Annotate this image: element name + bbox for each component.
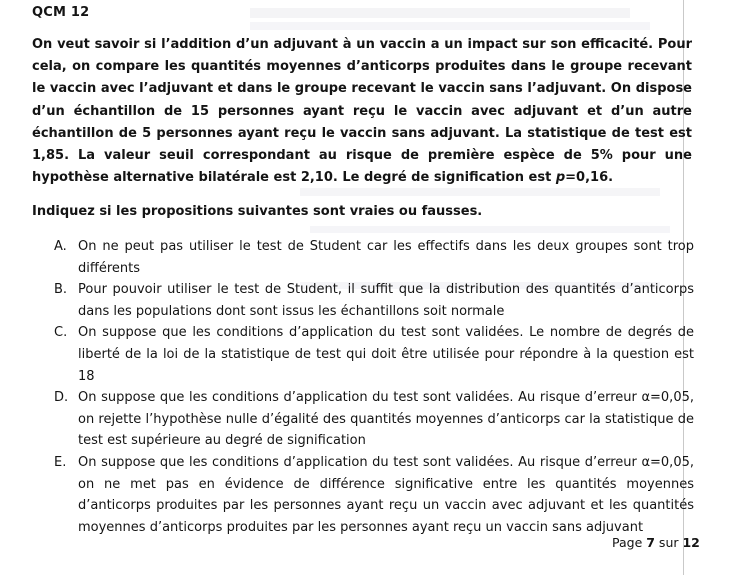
instruction: Indiquez si les propositions suivantes sont vraies ou fausses. [32, 204, 483, 219]
option-e [54, 452, 694, 538]
option-b [54, 279, 694, 322]
option-letter: E. [54, 454, 67, 470]
statement-text: On veut savoir si l’addition d’un adjuvant à un vaccin a un impact sur son efficacité. Pour cela, on compare les quantités moyennes d’anticorps produites dans le groupe recevant le vaccin avec l’adjuvant et dans le groupe recevant le vaccin sans l’adjuvant. On dispose d’un échantillon de 15 personnes ayant reçu le vaccin avec adjuvant et d’un autre échantillon de 5 personnes ayant reçu le vaccin sans adjuvant. La statistique de test est 1,85. La valeur seuil correspondant au risque de première espèce de 5% pour une hypothèse alternative bilatérale est 2,10. Le degré de signification est [32, 37, 692, 186]
page-current: 7 [646, 535, 655, 550]
option-text: Pour pouvoir utiliser le test de Student, il suffit que la distribution des quantités d’anticorps dans les populations dont sont issus les échantillons soit normale [78, 282, 694, 319]
answer-options [54, 236, 694, 538]
option-d [54, 387, 694, 452]
bleed-through-mark [310, 226, 670, 233]
statement-end: =0,16. [565, 170, 614, 186]
page-prefix: Page [612, 535, 647, 550]
option-letter: D. [54, 390, 69, 406]
page-number [612, 535, 700, 550]
option-text: On suppose que les conditions d’application du test sont validées. Le nombre de degrés de liberté de la loi de la statistique de test qui doit être utilisée pour répondre à la question est 18 [78, 325, 694, 384]
option-text: On suppose que les conditions d’application du test sont validées. Au risque d’erreur α=0,05, on ne met pas en évidence de différence significative entre les quantités moyennes d’anticorps produites par les personnes ayant reçu un vaccin avec adjuvant et les quantités moyennes d’anticorps produites par les personnes ayant reçu un vaccin sans adjuvant [78, 454, 694, 535]
option-letter: B. [54, 282, 68, 298]
bleed-through-mark [250, 22, 650, 30]
question-heading: QCM 12 [32, 5, 90, 20]
question-statement [32, 34, 692, 189]
option-a [54, 236, 694, 279]
option-letter: C. [54, 325, 68, 341]
option-letter: A. [54, 239, 67, 254]
page-total: 12 [682, 535, 700, 550]
bleed-through-mark [250, 8, 630, 18]
statement-p-symbol: p [555, 170, 566, 186]
page-middle: sur [654, 535, 683, 550]
option-text: On suppose que les conditions d’application du test sont validées. Au risque d’erreur α=0,05, on rejette l’hypothèse nulle d’égalité des quantités moyennes d’anticorps car la statistique de test est supérieure au degré de signification [78, 390, 694, 449]
option-text: On ne peut pas utiliser le test de Student car les effectifs dans les deux groupes sont trop différents [78, 239, 694, 276]
option-c [54, 322, 694, 387]
